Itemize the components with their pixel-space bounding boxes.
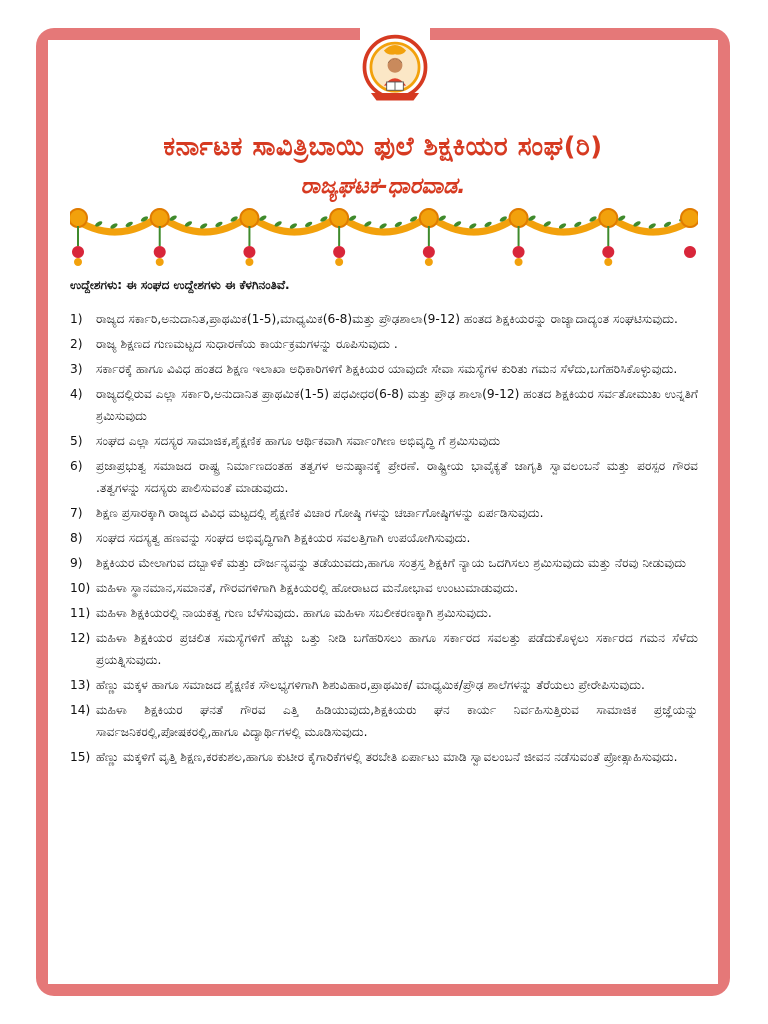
objective-number: 4) — [70, 387, 83, 401]
objective-item — [70, 455, 698, 499]
garland-flower — [330, 209, 348, 227]
organization-logo — [358, 32, 432, 106]
garland-flower — [510, 209, 528, 227]
objective-text: ಶಿಕ್ಷಣ ಪ್ರಸಾರಕ್ಕಾಗಿ ರಾಜ್ಯದ ವಿವಿಧ ಮಟ್ಟದಲ್ಲಿ ಶೈಕ್ಷಣಿಕ ವಿಚಾರ ಗೋಷ್ಠಿ ಗಳನ್ನು ಚರ್ಚಾಗೋಷ್ಠಿಗಳನ್ನು ಏರ್ಪಡಿಸುವುದು. — [96, 506, 544, 520]
garland-flower — [70, 209, 87, 227]
garland-flower — [151, 209, 169, 227]
garland-flower — [420, 209, 438, 227]
objective-item — [70, 602, 698, 624]
objective-number: 9) — [70, 556, 83, 570]
objective-item — [70, 674, 698, 696]
objective-number: 6) — [70, 459, 83, 473]
document-sheet — [48, 40, 718, 984]
garland-bud — [425, 258, 433, 266]
objective-number: 2) — [70, 337, 83, 351]
objective-text: ಹೆಣ್ಣು ಮಕ್ಕಳಿಗೆ ವೃತ್ತಿ ಶಿಕ್ಷಣ,ಕರಕುಶಲ,ಹಾಗೂ ಕುಟೀರ ಕೈಗಾರಿಕೆಗಳಲ್ಲಿ ತರಬೇತಿ ಏರ್ಪಾಟು ಮಾಡಿ ಸ್ವಾವಲಂಬನೆ ಜೀವನ ನಡೆಸುವಂತೆ ಪ್ರೋತ್ಸಾಹಿಸುವುದು. — [96, 750, 678, 764]
objective-number: 8) — [70, 531, 83, 545]
objective-number: 11) — [70, 606, 91, 620]
objective-text: ರಾಜ್ಯದಲ್ಲಿರುವ ಎಲ್ಲಾ ಸರ್ಕಾರಿ,ಅನುದಾನಿತ ಪ್ರಾಥಮಿಕ(1-5) ಪಧವೀಧರ(6-8) ಮತ್ತು ಪ್ರೌಢ ಶಾಲಾ(9-12) ಹಂತದ ಶಿಕ್ಷಕಿಯರ ಸರ್ವತೋಮುಖ ಉನ್ನತಿಗೆ ಶ್ರಮಿಸುವುದು — [96, 387, 698, 423]
objectives-intro: ಉದ್ದೇಶಗಳು: ಈ ಸಂಘದ ಉದ್ದೇಶಗಳು ಈ ಕೆಳಗಿನಂತಿವೆ. — [70, 278, 290, 292]
marigold-garland — [70, 208, 698, 270]
garland-rose — [333, 246, 345, 258]
objective-text: ಮಹಿಳಾ ಶಿಕ್ಷಕಿಯರ ಘನತೆ ಗೌರವ ಎತ್ತಿ ಹಿಡಿಯುವುದು,ಶಿಕ್ಷಕಿಯರು ಘನ ಕಾರ್ಯ ನಿರ್ವಹಿಸುತ್ತಿರುವ ಸಾಮಾಜಿಕ ಪ್ರಜ್ಞೆಯನ್ನು ಸಾರ್ವಜನಿಕರಲ್ಲಿ,ಪೋಷಕರಲ್ಲಿ,ಹಾಗೂ ವಿದ್ಯಾರ್ಥಿಗಳಲ್ಲಿ ಮೂಡಿಸುವುದು. — [96, 703, 698, 739]
objective-text: ರಾಜ್ಯದ ಸರ್ಕಾರಿ,ಅನುದಾನಿತ,ಪ್ರಾಥಮಿಕ(1-5),ಮಾಧ್ಯಮಿಕ(6-8)ಮತ್ತು ಪ್ರೌಢಶಾಲಾ(9-12) ಹಂತದ ಶಿಕ್ಷಕಿಯರನ್ನು ರಾಜ್ಯಾದಾದ್ಯಂತ ಸಂಘಟಿಸುವುದು. — [96, 312, 678, 326]
objective-number: 3) — [70, 362, 83, 376]
garland-rose — [684, 246, 696, 258]
objective-number: 13) — [70, 678, 91, 692]
garland-rose — [423, 246, 435, 258]
objective-text: ಪ್ರಜಾಪ್ರಭುತ್ವ ಸಮಾಜದ ರಾಷ್ಟ್ರ ನಿರ್ಮಾಣದಂತಹ ತತ್ವಗಳ ಅನುಷ್ಠಾನಕ್ಕೆ ಪ್ರೇರಣೆ. ರಾಷ್ಟ್ರೀಯ ಭಾವೈಕ್ಯತೆ ಜಾಗೃತಿ ಸ್ವಾವಲಂಬನೆ ಮತ್ತು ಪರಸ್ಪರ ಗೌರವ .ತತ್ವಗಳನ್ನು ಸದಸ್ಯರು ಪಾಲಿಸುವಂತೆ ಮಾಡುವುದು. — [96, 459, 698, 495]
garland-bud — [604, 258, 612, 266]
page-title: ಕರ್ನಾಟಕ ಸಾವಿತ್ರಿಬಾಯಿ ಫುಲೆ ಶಿಕ್ಷಕಿಯರ ಸಂಘ(ರಿ) — [163, 132, 603, 162]
objective-item — [70, 699, 698, 743]
objective-text: ಮಹಿಳಾ ಶಿಕ್ಷಕಿಯರಲ್ಲಿ ನಾಯಕತ್ವ ಗುಣ ಬೆಳೆಸುವುದು. ಹಾಗೂ ಮಹಿಳಾ ಸಬಲೀಕರಣಕ್ಕಾಗಿ ಶ್ರಮಿಸುವುದು. — [96, 606, 492, 620]
objective-text: ಮಹಿಳಾ ಶಿಕ್ಷಕಿಯರ ಪ್ರಚಲಿತ ಸಮಸ್ಯೆಗಳಿಗೆ ಹೆಚ್ಚು ಒತ್ತು ನೀಡಿ ಬಗೆಹರಿಸಲು ಹಾಗೂ ಸರ್ಕಾರದ ಸವಲತ್ತು ಪಡೆದುಕೊಳ್ಳಲು ಸರ್ಕಾರದ ಗಮನ ಸೆಳೆದು ಪ್ರಯತ್ನಿಸುವುದು. — [96, 631, 698, 667]
objective-item — [70, 502, 698, 524]
objective-item — [70, 552, 698, 574]
garland-bud — [515, 258, 523, 266]
objective-number: 12) — [70, 631, 91, 645]
page-subtitle: ರಾಜ್ಯಘಟಕ-ಧಾರವಾಡ. — [300, 174, 466, 199]
objective-number: 10) — [70, 581, 91, 595]
objective-item — [70, 577, 698, 599]
objective-text: ಮಹಿಳಾ ಸ್ಥಾನಮಾನ,ಸಮಾನತೆ, ಗೌರವಗಳಿಗಾಗಿ ಶಿಕ್ಷಕಿಯರಲ್ಲಿ ಹೋರಾಟದ ಮನೋಭಾವ ಉಂಟುಮಾಡುವುದು. — [96, 581, 519, 595]
objective-text: ರಾಜ್ಯ ಶಿಕ್ಷಣದ ಗುಣಮಟ್ಟದ ಸುಧಾರಣೆಯ ಕಾರ್ಯಕ್ರಮಗಳನ್ನು ರೂಪಿಸುವುದು . — [96, 337, 398, 351]
objective-text: ಶಿಕ್ಷಕಿಯರ ಮೇಲಾಗುವ ದಬ್ಬಾಳಿಕೆ ಮತ್ತು ದೌರ್ಜನ್ಯವನ್ನು ತಡೆಯುವದು,ಹಾಗೂ ಸಂತ್ರಸ್ತ ಶಿಕ್ಷಕಿಗೆ ನ್ಯಾಯ ಒದಗಿಸಲು ಶ್ರಮಿಸುವುದು ಮತ್ತು ನೆರವು ನೀಡುವುದು — [96, 556, 686, 570]
objective-item — [70, 358, 698, 380]
objective-number: 1) — [70, 312, 83, 326]
objective-text: ಸರ್ಕಾರಕ್ಕೆ ಹಾಗೂ ವಿವಿಧ ಹಂತದ ಶಿಕ್ಷಣ ಇಲಾಖಾ ಅಧಿಕಾರಿಗಳಿಗೆ ಶಿಕ್ಷಕಿಯರ ಯಾವುದೇ ಸೇವಾ ಸಮಸ್ಯೆಗಳ ಕುರಿತು ಗಮನ ಸೆಳೆದು,ಬಗೆಹರಿಸಿಕೊಳ್ಳುವುದು. — [96, 362, 678, 376]
objective-text: ಸಂಘದ ಎಲ್ಲಾ ಸದಸ್ಯರ ಸಾಮಾಜಿಕ,ಶೈಕ್ಷಣಿಕ ಹಾಗೂ ಆರ್ಥಿಕವಾಗಿ ಸರ್ವಾಂಗೀಣ ಅಭಿವೃದ್ಧಿ ಗೆ ಶ್ರಮಿಸುವುದು — [96, 434, 501, 448]
objective-item — [70, 746, 698, 768]
objective-item — [70, 430, 698, 452]
page-border — [36, 28, 730, 996]
garland-rose — [602, 246, 614, 258]
garland-rose — [72, 246, 84, 258]
objective-item — [70, 333, 698, 355]
objective-item — [70, 383, 698, 427]
objective-item — [70, 527, 698, 549]
objective-number: 14) — [70, 703, 91, 717]
objective-item — [70, 308, 698, 330]
garland-bud — [335, 258, 343, 266]
objective-item — [70, 627, 698, 671]
garland-rose — [513, 246, 525, 258]
garland-bud — [245, 258, 253, 266]
garland-rose — [154, 246, 166, 258]
objective-number: 15) — [70, 750, 91, 764]
objective-number: 5) — [70, 434, 83, 448]
objective-number: 7) — [70, 506, 83, 520]
garland-bud — [156, 258, 164, 266]
garland-bud — [74, 258, 82, 266]
garland-flower — [240, 209, 258, 227]
objective-text: ಹೆಣ್ಣು ಮಕ್ಕಳ ಹಾಗೂ ಸಮಾಜದ ಶೈಕ್ಷಣಿಕ ಸೌಲಭ್ಯಗಳಿಗಾಗಿ ಶಿಶುವಿಹಾರ,ಪ್ರಾಥಮಿಕ/ ಮಾಧ್ಯಮಿಕ/ಪ್ರೌಢ ಶಾಲೆಗಳನ್ನು ತೆರೆಯಲು ಪ್ರೇರೇಪಿಸುವುದು. — [96, 678, 645, 692]
garland-rose — [243, 246, 255, 258]
objectives-list — [70, 308, 698, 771]
garland-flower — [599, 209, 617, 227]
objective-text: ಸಂಘದ ಸದಸ್ಯತ್ವ ಹಣವನ್ನು ಸಂಘದ ಅಭಿವೃದ್ಧಿಗಾಗಿ ಶಿಕ್ಷಕಿಯರ ಸವಲತ್ತಿಗಾಗಿ ಉಪಯೋಗಿಸುವುದು. — [96, 531, 471, 545]
garland-flower — [681, 209, 698, 227]
